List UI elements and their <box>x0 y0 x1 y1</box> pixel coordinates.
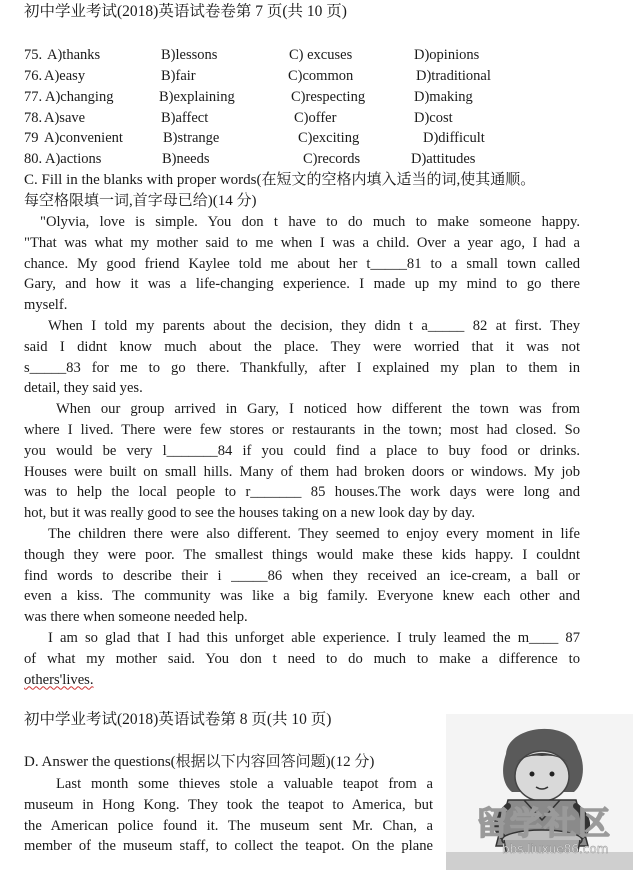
question-number: 80. <box>24 151 43 167</box>
section-d-title: D. Answer the questions(根据以下内容回答问题)(12 分) <box>24 754 375 770</box>
option-b: B)affect <box>161 110 209 126</box>
passage-line: When I told my parents about the decision, they didn t a_____ 82 at first. They <box>48 317 580 334</box>
option-a: A)save <box>44 110 86 126</box>
option-c: C) excuses <box>289 47 353 63</box>
watermark-url <box>502 842 608 857</box>
passage-line: you would be very l_______84 if you could find a place to buy food or drinks. <box>24 442 580 459</box>
option-a: A)convenient <box>44 130 123 146</box>
passage-c <box>24 212 580 697</box>
question-number: 79 <box>24 130 39 146</box>
option-b: B)strange <box>163 130 220 146</box>
passage-line: hot, but it was really good to see the houses taking on a new look day by day. <box>24 505 475 522</box>
option-c: C)exciting <box>298 130 360 146</box>
passage-line: where I lived. There were few stores or restaurants in the town; most had closed. So <box>24 421 580 438</box>
option-d: D)cost <box>414 110 453 126</box>
passage-line: myself. <box>24 297 68 314</box>
option-d: D)opinions <box>414 47 480 63</box>
option-b: B)needs <box>162 151 210 167</box>
girl-with-teapot-illustration <box>446 714 633 870</box>
passage-line: When our group arrived in Gary, I noticed how different the town was from <box>56 401 580 418</box>
passage-line: find words to describe their i _____86 when they received an ice-cream, a ball or <box>24 567 580 584</box>
passage-line: even a kiss. The community was like a big family. Everyone knew each other and <box>24 588 580 605</box>
option-d: D)difficult <box>423 130 485 146</box>
section-c-title-line2: 每空格限填一词,首字母已给)(14 分) <box>24 193 257 209</box>
option-b: B)lessons <box>161 47 218 63</box>
passage-line: of what my mother said. You don t need to do much to make a difference to <box>24 650 580 667</box>
question-number: 76. <box>24 68 43 84</box>
option-a: A)thanks <box>47 47 101 63</box>
section-c-title: C. Fill in the blanks with proper words(在短文的空格内填入适当的词,使其通顺。 <box>24 172 536 188</box>
passage-line: said I didnt know much about the place. They were worried that it was not <box>24 338 580 355</box>
passage-line: Gary, and how it was a life-changing experience. I made up my mind to go there <box>24 276 580 293</box>
option-c: C)records <box>303 151 361 167</box>
option-c: C)respecting <box>291 89 366 105</box>
passage-line: I am so glad that I had this unforget able experience. I truly leamed the m____ 87 <box>48 629 580 646</box>
passage-line: Houses were built on small hills. Many of them had broken doors or windows. My job <box>24 463 580 480</box>
page-header-7: 初中学业考试(2018)英语试卷卷第 7 页(共 10 页) <box>24 3 347 20</box>
option-a: A)actions <box>45 151 102 167</box>
page-header-8: 初中学业考试(2018)英语试卷第 8 页(共 10 页) <box>24 711 332 728</box>
passage-line: member of the museum staff, to collect the teapot. On the plane <box>24 838 433 855</box>
passage-line: The children there were also different. They seemed to enjoy every moment in life <box>48 525 580 542</box>
watermark-url-text: bbs.liuxue86.com <box>502 842 609 856</box>
passage-line: detail, they said yes. <box>24 380 143 397</box>
option-a: A)easy <box>44 68 86 84</box>
option-a: A)changing <box>45 89 114 105</box>
passage-line: museum in Hong Kong. They took the teapot to America, but <box>24 796 433 813</box>
option-b: B)fair <box>161 68 196 84</box>
passage-line: others'lives. <box>24 671 94 688</box>
option-d: D)making <box>414 89 473 105</box>
passage-line: though they were poor. The smallest things would make these kids happy. I couldnt <box>24 546 580 563</box>
passage-line: the American police found it. The museum sent Mr. Chan, a <box>24 817 433 834</box>
option-c: C)common <box>288 68 354 84</box>
passage-line: "That was what my mother said to me when I was a child. Over a year ago, I had a <box>24 234 580 251</box>
question-number: 75. <box>24 47 43 63</box>
option-d: D)traditional <box>416 68 491 84</box>
passage-d <box>24 774 433 857</box>
question-number: 78. <box>24 110 43 126</box>
watermark-logo <box>476 798 612 844</box>
passage-line: s_____83 for me to go there. Thankfully, after I explained my plan to them in <box>24 359 580 376</box>
watermark-logo-text: 留学社区 <box>476 804 613 842</box>
option-b: B)explaining <box>159 89 235 105</box>
passage-line: was there when someone needed help. <box>24 609 248 626</box>
passage-line: Last month some thieves stole a valuable teapot from a <box>56 776 433 792</box>
option-c: C)offer <box>294 110 337 126</box>
question-number: 77. <box>24 89 43 105</box>
passage-line: chance. My good friend Kaylee told me about her t_____81 to a small town called <box>24 255 580 272</box>
passage-line: "Olyvia, love is simple. You don t have to do much to make someone happy. <box>40 214 580 230</box>
option-d: D)attitudes <box>411 151 476 167</box>
passage-line: was to help the local people to r_______ 85 houses.The work days were long and <box>24 484 580 501</box>
